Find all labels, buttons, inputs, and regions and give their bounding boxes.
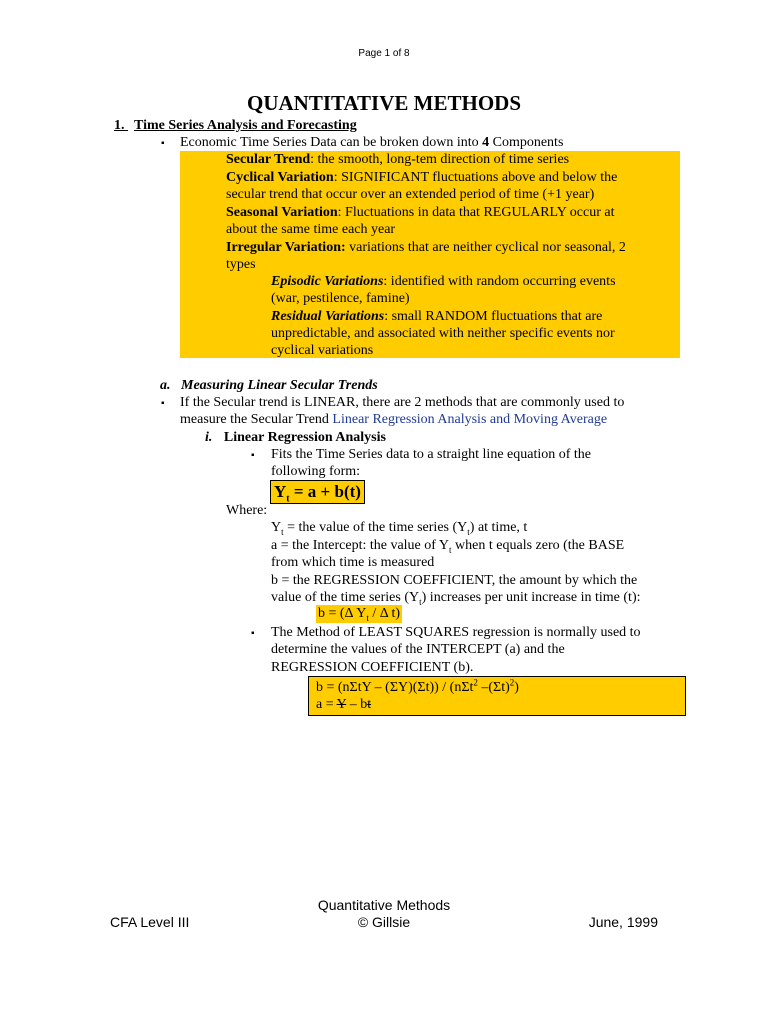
def-a-sub: t xyxy=(449,544,452,555)
footer-center-1: Quantitative Methods xyxy=(317,897,451,913)
def-yt-text2: ) at time, t xyxy=(469,520,528,535)
def-b-sub: t xyxy=(419,596,422,607)
footer-right: June, 1999 xyxy=(588,914,658,930)
episodic-desc: : identified with random occurring events xyxy=(383,274,616,289)
irregular-desc: variations that are neither cyclical nor seasonal, 2 xyxy=(345,240,626,255)
seasonal-desc: : Fluctuations in data that REGULARLY occur at xyxy=(337,205,615,220)
least-squares-line-1: The Method of LEAST SQUARES regression is normally used to xyxy=(271,625,641,640)
def-b-pre: value of the time series (Y xyxy=(271,590,420,605)
cyclical-term: Cyclical Variation xyxy=(226,170,334,185)
where-label: Where: xyxy=(226,503,268,518)
cyclical-desc: : SIGNIFICANT fluctuations above and below the xyxy=(333,170,618,185)
def-a-post: when t equals zero (the BASE xyxy=(451,538,625,553)
intro-line xyxy=(180,134,563,152)
cyclical-line-2: secular trend that occur over an extended period of time (+1 year) xyxy=(226,187,595,202)
section-heading xyxy=(114,117,357,135)
episodic-line-2: (war, pestilence, famine) xyxy=(271,291,410,306)
linear-text-pre: measure the Secular Trend xyxy=(180,412,333,427)
section-number: 1. xyxy=(114,118,125,133)
cyclical-line-1 xyxy=(226,169,617,187)
seasonal-line-2: about the same time each year xyxy=(226,222,396,237)
seasonal-line-1 xyxy=(226,204,615,222)
secular-desc: : the smooth, long-tem direction of time series xyxy=(310,152,570,167)
irregular-line-2: types xyxy=(226,257,256,272)
definition-yt xyxy=(271,519,527,537)
definition-b-line-1: b = the REGRESSION COEFFICIENT, the amount by which the xyxy=(271,573,638,588)
equation-rest: = a + b(t) xyxy=(289,482,361,501)
residual-line-1 xyxy=(271,308,602,326)
b-formula-post: / Δ t) xyxy=(368,606,401,621)
bullet-icon: ▪ xyxy=(251,628,255,639)
b-formula-pre: b = (Δ Y xyxy=(318,606,367,621)
equation-sub: t xyxy=(286,493,290,505)
formula-b-p2: –(Σt) xyxy=(477,680,510,695)
linear-text-line-2 xyxy=(180,411,607,429)
page-number: Page 1 of 8 xyxy=(358,48,410,59)
formula-a-ybar: Y xyxy=(336,697,347,712)
page-title: QUANTITATIVE METHODS xyxy=(246,91,521,115)
seasonal-term: Seasonal Variation xyxy=(226,205,338,220)
formula-a-p2: – b xyxy=(346,697,368,712)
episodic-term: Episodic Variations xyxy=(271,274,384,289)
formula-b-line xyxy=(316,679,519,697)
irregular-line-1 xyxy=(226,239,626,257)
footer-left: CFA Level III xyxy=(110,914,190,930)
bullet-icon: ▪ xyxy=(161,138,165,149)
formula-a-line xyxy=(316,696,371,714)
def-yt-y: Y xyxy=(271,520,282,535)
intro-count: 4 xyxy=(482,135,490,150)
secular-term: Secular Trend xyxy=(226,152,311,167)
intro-post: Components xyxy=(489,135,564,150)
irregular-term: Irregular Variation: xyxy=(226,240,346,255)
def-a-pre: a = the Intercept: the value of Y xyxy=(271,538,450,553)
formula-a-p1: a = xyxy=(316,697,337,712)
residual-desc: : small RANDOM fluctuations that are xyxy=(384,309,603,324)
methods-text: Linear Regression Analysis and Moving Average xyxy=(332,412,608,427)
fits-line-2: following form: xyxy=(271,464,361,479)
subsection-i-label: i. xyxy=(205,430,213,445)
residual-line-2: unpredictable, and associated with neither specific events nor xyxy=(271,326,615,341)
formula-b-sup1: 2 xyxy=(473,677,478,688)
def-yt-sub: t xyxy=(281,526,284,537)
bullet-icon: ▪ xyxy=(251,450,255,461)
footer-center-2: © Gillsie xyxy=(357,914,411,930)
def-b-post: ) increases per unit increase in time (t): xyxy=(421,590,641,605)
subsection-a-title: Measuring Linear Secular Trends xyxy=(181,378,378,393)
linear-text-line-1: If the Secular trend is LINEAR, there are 2 methods that are commonly used to xyxy=(180,395,625,410)
least-squares-line-2: determine the values of the INTERCEPT (a) and the xyxy=(271,642,565,657)
residual-term: Residual Variations xyxy=(271,309,385,324)
formula-b-p3: ) xyxy=(514,680,519,695)
subsection-a-label: a. xyxy=(160,378,171,393)
least-squares-line-3: REGRESSION COEFFICIENT (b). xyxy=(271,660,474,675)
equation-box xyxy=(270,480,365,504)
definition-b-line-2 xyxy=(271,589,641,607)
secular-trend-line xyxy=(226,151,569,169)
formula-b-sup2: 2 xyxy=(509,677,515,688)
def-yt-text1: = the value of the time series (Y xyxy=(283,520,468,535)
definition-a-line-1 xyxy=(271,537,624,555)
fits-line-1: Fits the Time Series data to a straight line equation of the xyxy=(271,447,592,462)
b-formula-sub: t xyxy=(366,612,369,623)
def-yt-sub2: t xyxy=(467,526,470,537)
episodic-line-1 xyxy=(271,273,616,291)
subsection-a-heading xyxy=(160,377,378,395)
subsection-i-heading xyxy=(205,429,386,447)
formula-b-p1: b = (nΣtY – (ΣY)(Σt)) / (nΣt xyxy=(316,680,474,695)
intro-pre: Economic Time Series Data can be broken down into xyxy=(180,135,483,150)
definition-a-line-2: from which time is measured xyxy=(271,555,435,570)
bullet-icon: ▪ xyxy=(161,398,165,409)
formula-a-tbar: t xyxy=(367,697,372,712)
b-formula xyxy=(316,605,402,623)
section-title: Time Series Analysis and Forecasting xyxy=(134,118,357,133)
subsection-i-title: Linear Regression Analysis xyxy=(223,430,386,445)
equation-y: Y xyxy=(274,482,287,501)
residual-line-3: cyclical variations xyxy=(271,343,374,358)
